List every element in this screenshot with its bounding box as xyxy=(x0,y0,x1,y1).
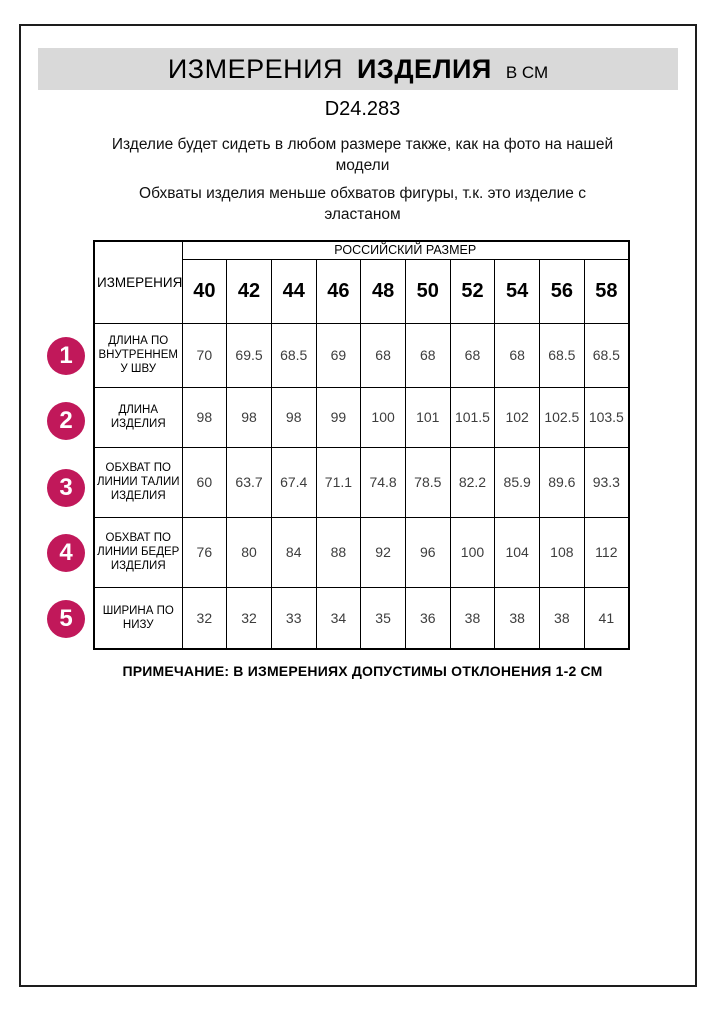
size-column-header: 50 xyxy=(405,259,450,323)
size-column-header: 52 xyxy=(450,259,495,323)
measurement-value-cell: 82.2 xyxy=(450,447,495,517)
measurement-value-cell: 68.5 xyxy=(540,323,585,387)
measurement-value-cell: 67.4 xyxy=(271,447,316,517)
measurement-value-cell: 103.5 xyxy=(584,387,629,447)
measurement-row-label: ШИРИНА ПО НИЗУ xyxy=(94,587,182,649)
size-column-header: 44 xyxy=(271,259,316,323)
col-header-measurements: ИЗМЕРЕНИЯ xyxy=(94,241,182,323)
measurement-value-cell: 38 xyxy=(495,587,540,649)
measurement-row xyxy=(94,387,629,447)
measurement-value-cell: 88 xyxy=(316,517,361,587)
measurement-value-cell: 84 xyxy=(271,517,316,587)
intro-paragraph-elastane: Обхваты изделия меньше обхватов фигуры, т.к. это изделие с эластаном xyxy=(139,185,586,223)
row-number-badge-3: 3 xyxy=(47,469,85,507)
measurement-value-cell: 32 xyxy=(182,587,227,649)
intro-paragraph-fit: Изделие будет сидеть в любом размере также, как на фото на нашей модели xyxy=(111,136,614,174)
measurement-value-cell: 92 xyxy=(361,517,406,587)
measurement-row-label: ОБХВАТ ПО ЛИНИИ ТАЛИИ ИЗДЕЛИЯ xyxy=(94,447,182,517)
measurement-row-label: ДЛИНА ПО ВНУТРЕННЕМУ ШВУ xyxy=(94,323,182,387)
measurement-value-cell: 98 xyxy=(182,387,227,447)
size-column-header: 40 xyxy=(182,259,227,323)
group-header-row xyxy=(94,241,629,259)
measurement-value-cell: 104 xyxy=(495,517,540,587)
tolerance-note: ПРИМЕЧАНИЕ: В ИЗМЕРЕНИЯХ ДОПУСТИМЫ ОТКЛОНЕНИЯ 1-2 СМ xyxy=(122,663,603,679)
measurement-row xyxy=(94,517,629,587)
measurement-value-cell: 99 xyxy=(316,387,361,447)
size-column-header: 58 xyxy=(584,259,629,323)
measurement-value-cell: 71.1 xyxy=(316,447,361,517)
measurement-value-cell: 102 xyxy=(495,387,540,447)
measurement-value-cell: 68.5 xyxy=(271,323,316,387)
measurement-value-cell: 76 xyxy=(182,517,227,587)
measurement-value-cell: 33 xyxy=(271,587,316,649)
size-column-header: 46 xyxy=(316,259,361,323)
measurement-value-cell: 41 xyxy=(584,587,629,649)
measurement-row xyxy=(94,447,629,517)
row-number-badge-5: 5 xyxy=(47,600,85,638)
row-number-badge-4: 4 xyxy=(47,534,85,572)
measurement-value-cell: 93.3 xyxy=(584,447,629,517)
measurement-value-cell: 80 xyxy=(227,517,272,587)
measurement-row-label: ДЛИНА ИЗДЕЛИЯ xyxy=(94,387,182,447)
title-bar xyxy=(38,48,678,90)
title-word-measurements: ИЗМЕРЕНИЯ xyxy=(167,54,343,84)
measurement-value-cell: 38 xyxy=(450,587,495,649)
measurement-value-cell: 74.8 xyxy=(361,447,406,517)
measurement-value-cell: 89.6 xyxy=(540,447,585,517)
title-units: В СМ xyxy=(505,63,549,82)
measurement-value-cell: 68 xyxy=(405,323,450,387)
measurement-value-cell: 68.5 xyxy=(584,323,629,387)
measurement-value-cell: 96 xyxy=(405,517,450,587)
measurement-row xyxy=(94,587,629,649)
measurement-value-cell: 100 xyxy=(450,517,495,587)
measurement-value-cell: 101.5 xyxy=(450,387,495,447)
measurement-value-cell: 68 xyxy=(361,323,406,387)
size-column-header: 56 xyxy=(540,259,585,323)
measurement-value-cell: 32 xyxy=(227,587,272,649)
measurement-value-cell: 60 xyxy=(182,447,227,517)
row-number-badge-1: 1 xyxy=(47,337,85,375)
article-code: D24.283 xyxy=(324,98,401,120)
measurement-value-cell: 36 xyxy=(405,587,450,649)
measurement-value-cell: 108 xyxy=(540,517,585,587)
measurement-value-cell: 98 xyxy=(271,387,316,447)
title-word-product: ИЗДЕЛИЯ xyxy=(357,54,492,84)
measurement-value-cell: 100 xyxy=(361,387,406,447)
measurement-value-cell: 70 xyxy=(182,323,227,387)
measurement-value-cell: 85.9 xyxy=(495,447,540,517)
measurement-value-cell: 63.7 xyxy=(227,447,272,517)
measurement-row-label: ОБХВАТ ПО ЛИНИИ БЕДЕР ИЗДЕЛИЯ xyxy=(94,517,182,587)
measurement-value-cell: 98 xyxy=(227,387,272,447)
measurement-value-cell: 35 xyxy=(361,587,406,649)
measurement-value-cell: 69.5 xyxy=(227,323,272,387)
row-number-badge-2: 2 xyxy=(47,402,85,440)
measurement-value-cell: 102.5 xyxy=(540,387,585,447)
measurement-value-cell: 69 xyxy=(316,323,361,387)
size-column-header: 42 xyxy=(227,259,272,323)
measurement-value-cell: 101 xyxy=(405,387,450,447)
measurement-value-cell: 34 xyxy=(316,587,361,649)
measurement-row xyxy=(94,323,629,387)
size-column-header: 54 xyxy=(495,259,540,323)
size-column-header: 48 xyxy=(361,259,406,323)
measurement-value-cell: 78.5 xyxy=(405,447,450,517)
measurements-table xyxy=(93,240,630,650)
measurement-value-cell: 68 xyxy=(450,323,495,387)
measurement-value-cell: 68 xyxy=(495,323,540,387)
measurement-value-cell: 112 xyxy=(584,517,629,587)
measurement-value-cell: 38 xyxy=(540,587,585,649)
col-header-russian-size: РОССИЙСКИЙ РАЗМЕР xyxy=(182,241,629,259)
